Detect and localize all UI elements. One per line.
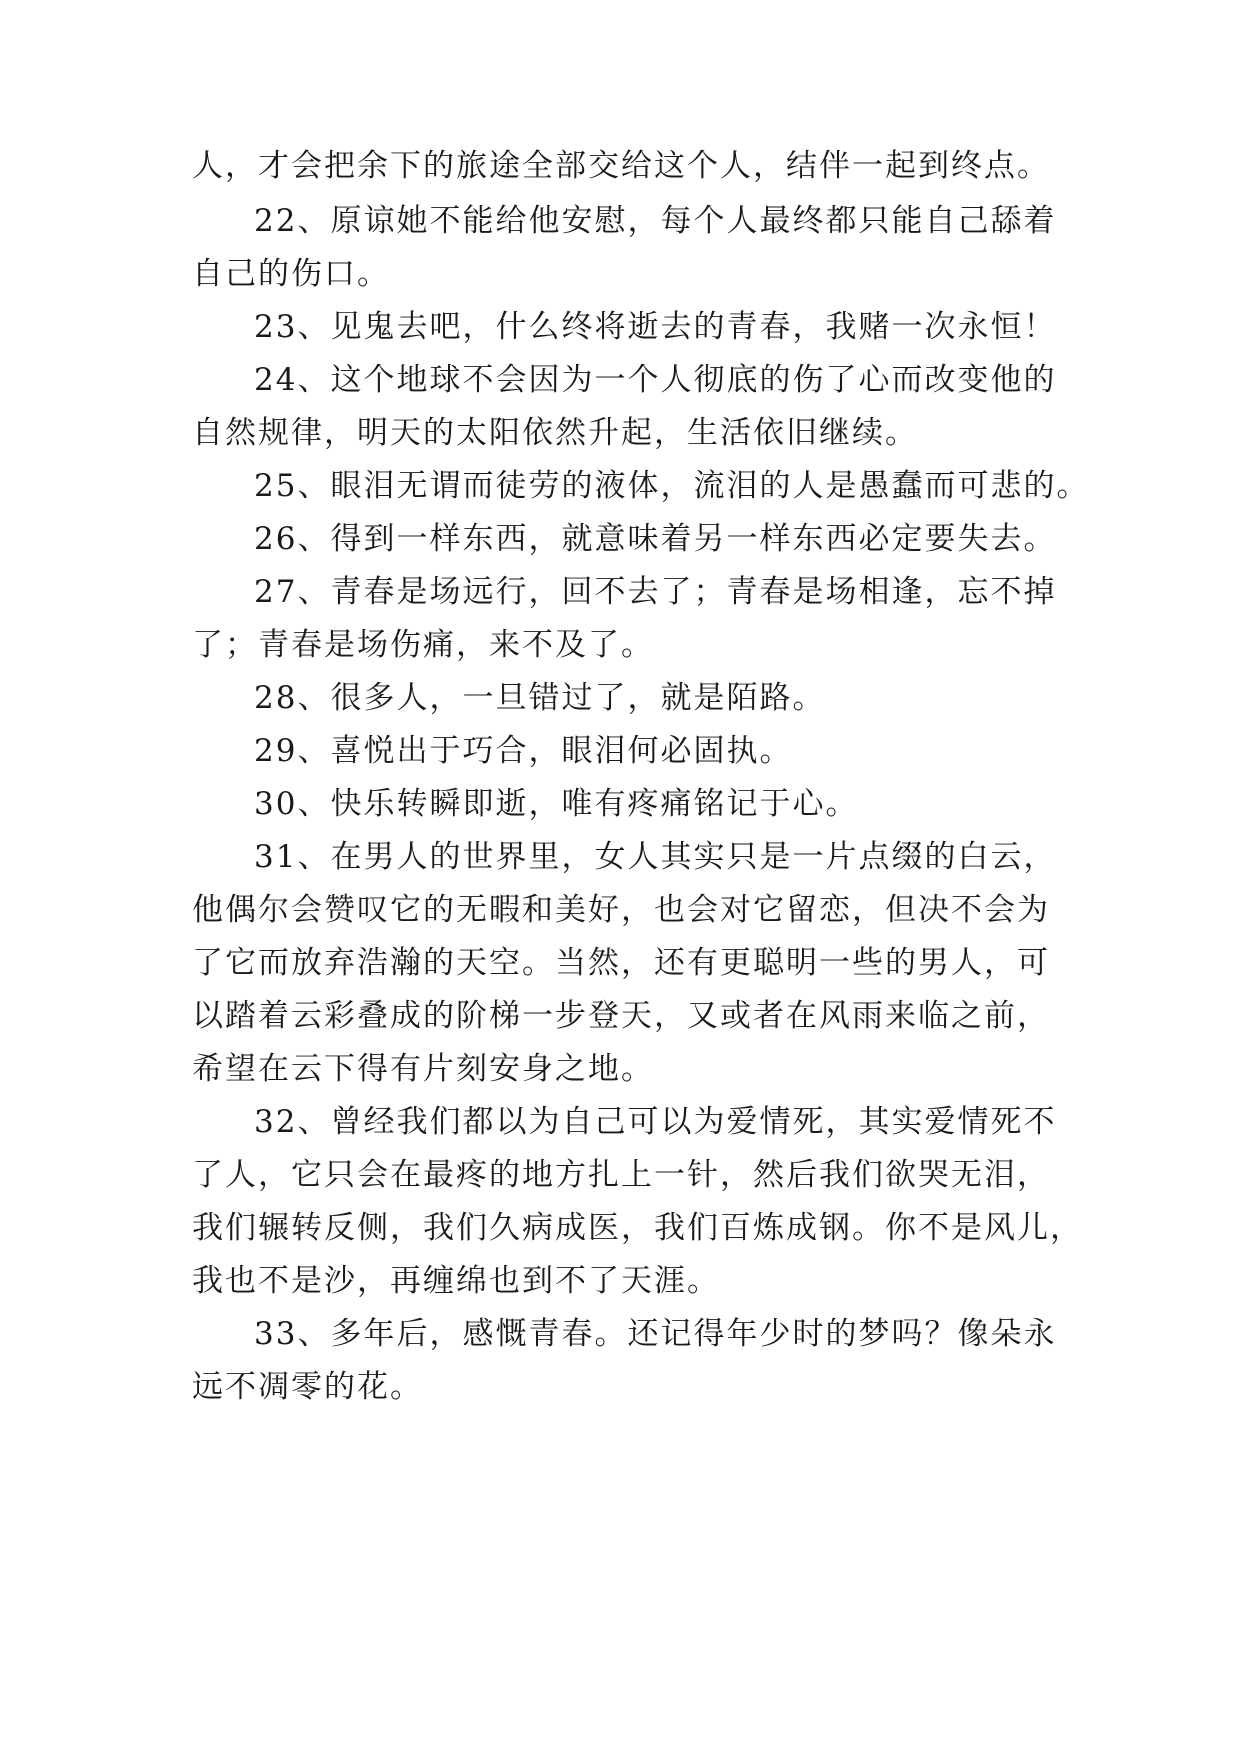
text-line: 自己的伤口。 (192, 256, 390, 292)
text-line: 了它而放弃浩瀚的天空。当然，还有更聪明一些的男人，可 (192, 945, 1050, 981)
text-line: 人，才会把余下的旅途全部交给这个人，结伴一起到终点。 (192, 148, 1050, 184)
text-line: 30、快乐转瞬即逝，唯有疼痛铭记于心。 (254, 786, 859, 822)
text-line: 了；青春是场伤痛，来不及了。 (192, 627, 654, 663)
text-line: 24、这个地球不会因为一个人彻底的伤了心而改变他的 (254, 362, 1057, 398)
text-line: 26、得到一样东西，就意味着另一样东西必定要失去。 (254, 521, 1057, 557)
text-line: 23、见鬼去吧，什么终将逝去的青春，我赌一次永恒！ (254, 309, 1057, 345)
text-line: 自然规律，明天的太阳依然升起，生活依旧继续。 (192, 415, 918, 451)
text-line: 了人，它只会在最疼的地方扎上一针，然后我们欲哭无泪， (192, 1157, 1050, 1193)
text-line: 32、曾经我们都以为自己可以为爱情死，其实爱情死不 (254, 1104, 1057, 1140)
text-line: 29、喜悦出于巧合，眼泪何必固执。 (254, 733, 793, 769)
text-line: 28、很多人，一旦错过了，就是陌路。 (254, 680, 826, 716)
text-line: 希望在云下得有片刻安身之地。 (192, 1051, 654, 1087)
text-line: 25、眼泪无谓而徒劳的液体，流泪的人是愚蠢而可悲的。 (254, 468, 1090, 504)
text-line: 我也不是沙，再缠绵也到不了天涯。 (192, 1263, 720, 1299)
text-line: 他偶尔会赞叹它的无暇和美好，也会对它留恋，但决不会为 (192, 892, 1050, 928)
text-line: 我们辗转反侧，我们久病成医，我们百炼成钢。你不是风儿， (192, 1210, 1083, 1246)
text-line: 27、青春是场远行，回不去了；青春是场相逢，忘不掉 (254, 574, 1057, 610)
text-line: 22、原谅她不能给他安慰，每个人最终都只能自己舔着 (254, 203, 1057, 239)
text-line: 31、在男人的世界里，女人其实只是一片点缀的白云， (254, 839, 1057, 875)
text-line: 远不凋零的花。 (192, 1369, 423, 1405)
text-line: 33、多年后，感慨青春。还记得年少时的梦吗？像朵永 (254, 1316, 1057, 1352)
text-line: 以踏着云彩叠成的阶梯一步登天，又或者在风雨来临之前， (192, 998, 1050, 1034)
